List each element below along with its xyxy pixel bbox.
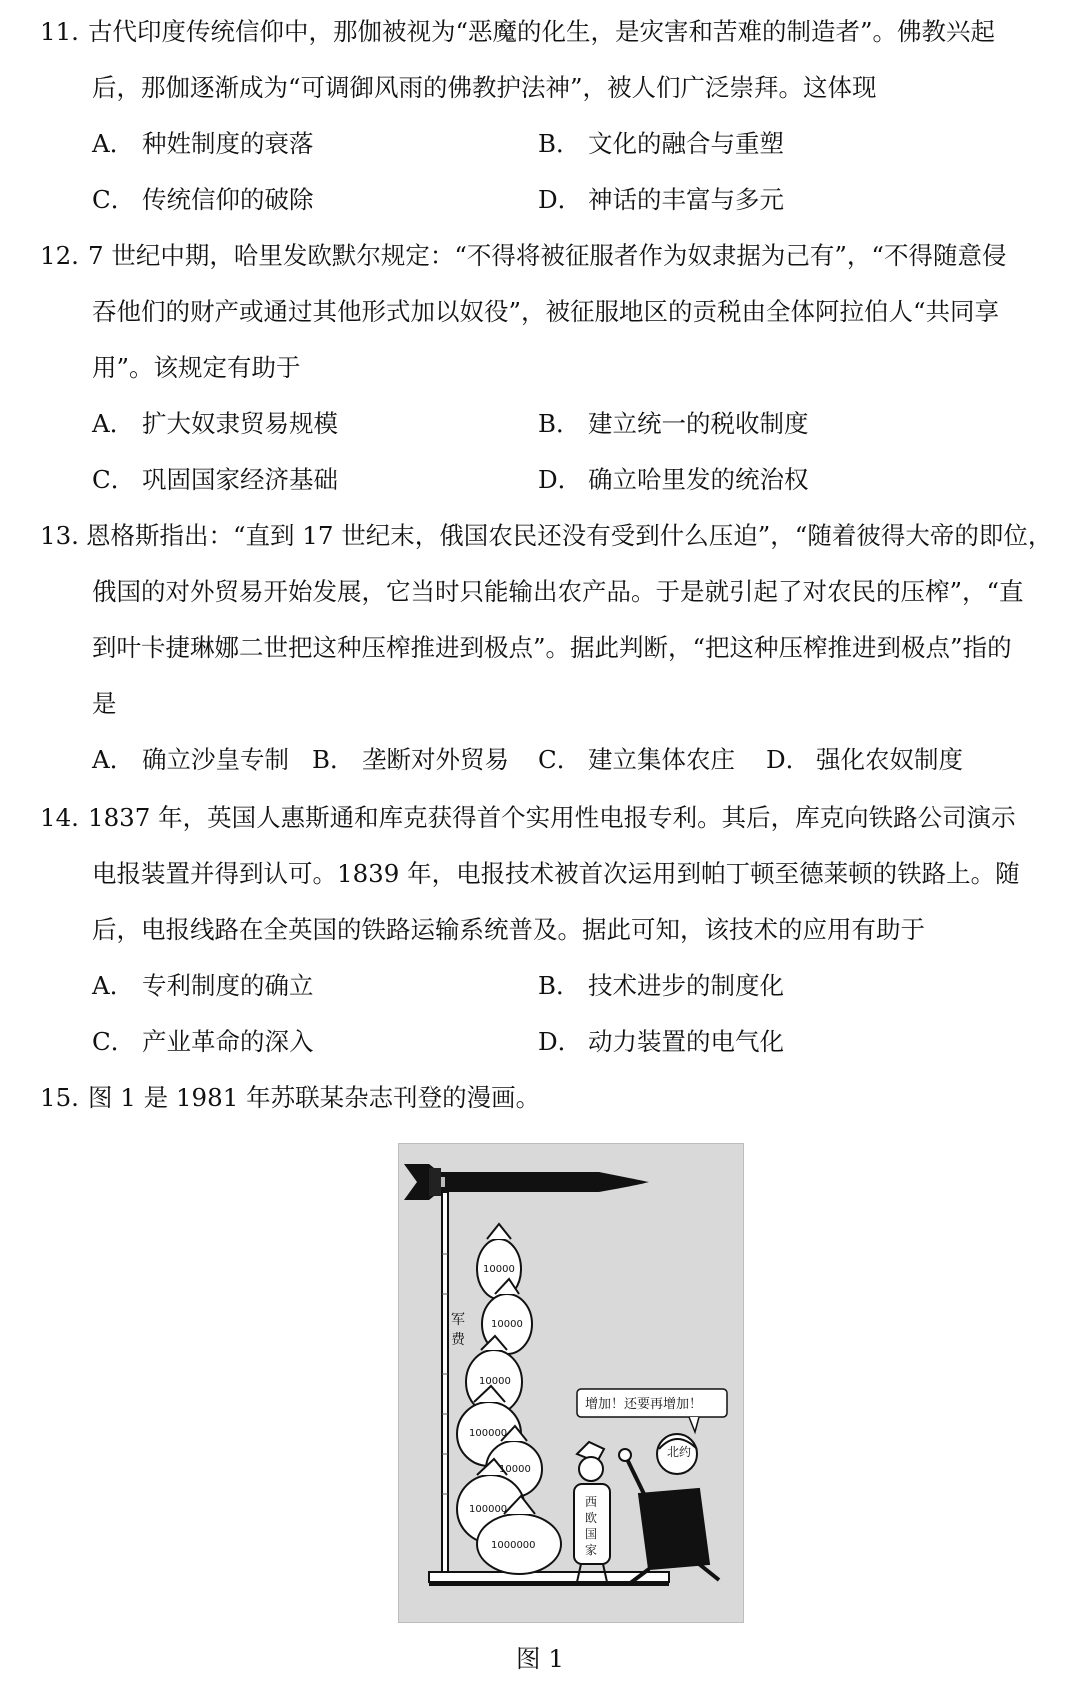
option-letter: D． (538, 465, 583, 494)
options-row (40, 172, 1050, 228)
question-15 (40, 1070, 1050, 1126)
question-number: 15. (40, 1083, 79, 1112)
question-stem-line: 用”。该规定有助于 (92, 353, 301, 382)
question-stem-line: 到叶卡捷琳娜二世把这种压榨推进到极点”。据此判断，“把这种压榨推进到极点”指的 (92, 633, 1012, 662)
option-letter: D． (766, 745, 811, 774)
option-a[interactable] (92, 396, 338, 452)
option-text: 神话的丰富与多元 (588, 185, 784, 214)
bag-label: 10000 (491, 1319, 523, 1330)
figure-caption: 图 1 (516, 1644, 564, 1673)
figure-label-char: 西 (585, 1495, 598, 1509)
option-text: 巩固国家经济基础 (142, 465, 338, 494)
bag-label: 10000 (483, 1264, 515, 1275)
option-letter: B． (538, 129, 581, 158)
option-text: 种姓制度的衰落 (142, 129, 314, 158)
pole-label: 军 (451, 1312, 465, 1328)
option-letter: C． (92, 185, 136, 214)
option-b[interactable] (538, 116, 784, 172)
question-number: 13. (40, 521, 79, 550)
question-stem-line: 恩格斯指出：“直到 17 世纪末，俄国农民还没有受到什么压迫”，“随着彼得大帝的即位， (86, 521, 1053, 550)
option-letter: B． (312, 745, 355, 774)
option-letter: A． (92, 129, 135, 158)
option-a[interactable] (92, 116, 314, 172)
option-text: 技术进步的制度化 (588, 971, 784, 1000)
question-13 (40, 508, 1053, 788)
option-text: 建立统一的税收制度 (588, 409, 809, 438)
option-text: 文化的融合与重塑 (588, 129, 784, 158)
bag-label: 100000 (469, 1504, 508, 1515)
pole (442, 1192, 448, 1577)
options-row (40, 958, 1050, 1014)
helmet-label: 北约 (667, 1445, 692, 1459)
option-letter: B． (538, 971, 581, 1000)
options-row (40, 452, 1050, 508)
option-text: 专利制度的确立 (142, 971, 314, 1000)
figure-label-char: 欧 (585, 1511, 598, 1525)
option-text: 产业革命的深入 (142, 1027, 314, 1056)
bag-label: 10000 (479, 1376, 511, 1387)
option-d[interactable] (538, 452, 809, 508)
cartoon-figure (398, 1143, 744, 1623)
option-letter: D． (538, 1027, 583, 1056)
question-stem-line: 电报装置并得到认可。1839 年，电报技术被首次运用到帕丁顿至德莱顿的铁路上。随 (92, 859, 1020, 888)
option-b[interactable] (538, 958, 784, 1014)
option-c[interactable] (92, 452, 338, 508)
bag-label: 1000000 (491, 1540, 536, 1551)
option-letter: C． (92, 1027, 136, 1056)
question-number: 12. (40, 241, 79, 270)
figure-label-char: 国 (585, 1527, 598, 1541)
question-stem-line: 7 世纪中期，哈里发欧默尔规定：“不得将被征服者作为奴隶据为己有”，“不得随意侵 (88, 241, 1007, 270)
question-stem-line: 俄国的对外贸易开始发展，它当时只能输出农产品。于是就引起了对农民的压榨”，“直 (92, 577, 1024, 606)
option-a[interactable] (92, 958, 314, 1014)
question-stem-line: 吞他们的财产或通过其他形式加以奴役”，被征服地区的贡税由全体阿拉伯人“共同享 (92, 297, 1000, 326)
option-letter: C． (538, 745, 582, 774)
pole-label: 费 (451, 1332, 465, 1348)
bag-label: 10000 (499, 1464, 531, 1475)
question-11 (40, 4, 1050, 228)
option-d[interactable] (766, 732, 963, 788)
question-14 (40, 790, 1050, 1070)
option-text: 建立集体农庄 (588, 745, 735, 774)
cartoon-illustration (399, 1144, 743, 1622)
option-b[interactable] (538, 396, 809, 452)
option-text: 动力装置的电气化 (588, 1027, 784, 1056)
option-d[interactable] (538, 172, 784, 228)
option-text: 确立沙皇专制 (142, 745, 289, 774)
question-stem-line: 是 (92, 689, 117, 718)
question-stem-line: 后，那伽逐渐成为“可调御风雨的佛教护法神”，被人们广泛崇拜。这体现 (92, 73, 877, 102)
question-number: 11. (40, 17, 79, 46)
option-d[interactable] (538, 1014, 784, 1070)
option-letter: B． (538, 409, 581, 438)
options-row (40, 116, 1050, 172)
option-text: 传统信仰的破除 (142, 185, 314, 214)
option-letter: A． (92, 745, 135, 774)
option-letter: A． (92, 409, 135, 438)
question-12 (40, 228, 1050, 508)
option-text: 垄断对外贸易 (362, 745, 509, 774)
figure-label-char: 家 (585, 1543, 598, 1557)
question-number: 14. (40, 803, 79, 832)
option-letter: D． (538, 185, 583, 214)
options-row (40, 396, 1050, 452)
option-text: 确立哈里发的统治权 (588, 465, 809, 494)
option-c[interactable] (92, 1014, 314, 1070)
question-stem-line: 图 1 是 1981 年苏联某杂志刊登的漫画。 (88, 1083, 541, 1112)
speech-bubble-text: 增加！还要再增加！ (585, 1397, 703, 1412)
option-letter: A． (92, 971, 135, 1000)
bag-label: 100000 (469, 1428, 508, 1439)
option-c[interactable] (92, 172, 314, 228)
question-stem-line: 1837 年，英国人惠斯通和库克获得首个实用性电报专利。其后，库克向铁路公司演示 (88, 803, 1016, 832)
question-stem-line: 古代印度传统信仰中，那伽被视为“恶魔的化生，是灾害和苦难的制造者”。佛教兴起 (88, 17, 996, 46)
option-text: 扩大奴隶贸易规模 (142, 409, 338, 438)
question-stem-line: 后，电报线路在全英国的铁路运输系统普及。据此可知，该技术的应用有助于 (92, 915, 925, 944)
options-row (40, 732, 1050, 788)
option-c[interactable] (538, 732, 735, 788)
option-letter: C． (92, 465, 136, 494)
option-text: 强化农奴制度 (816, 745, 963, 774)
options-row (40, 1014, 1050, 1070)
